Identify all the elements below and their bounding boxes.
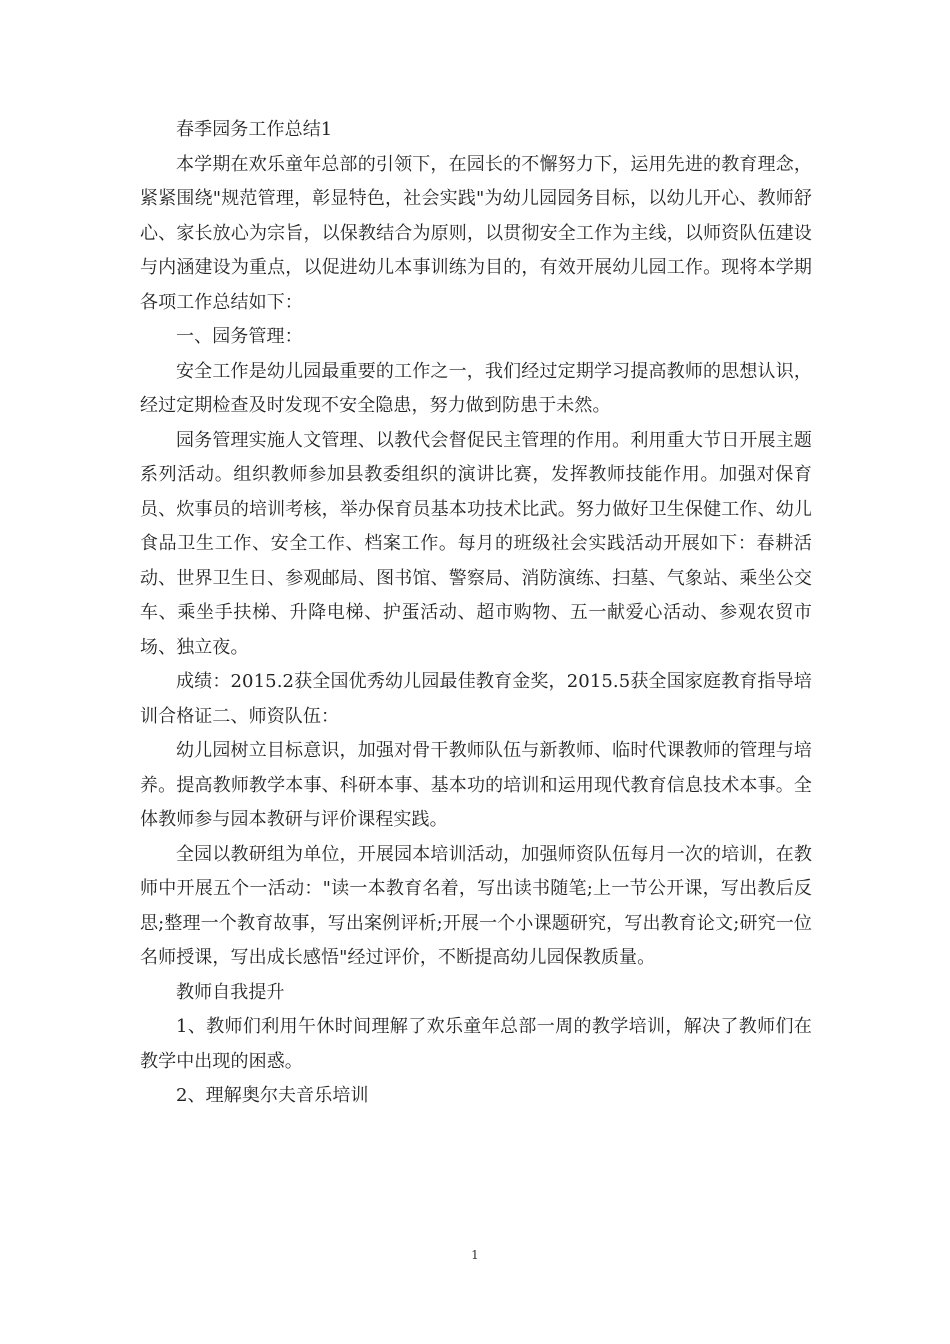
list-item-2: 2、理解奥尔夫音乐培训 [176,1085,369,1106]
intro-paragraph: 本学期在欢乐童年总部的引领下，在园长的不懈努力下，运用先进的教育理念，紧紧围绕"规范管理，彰显特色，社会实践"为幼儿园园务目标，以幼儿开心、教师舒心、家长放心为宗旨，以保教结合为原则，以贯彻安全工作为主线，以师资队伍建设与内涵建设为重点，以促进幼儿本事训练为目的，有效开展幼儿园工作。现将本学期各项工作总结如下： [140,153,812,313]
page-number: 1 [471,1248,479,1262]
list-item-1: 1、教师们利用午休时间理解了欢乐童年总部一周的教学培训，解决了教师们在教学中出现的困惑。 [140,1016,812,1072]
document-body [140,113,812,1114]
subheading-teacher-improvement: 教师自我提升 [176,981,285,1003]
safety-paragraph: 安全工作是幼儿园最重要的工作之一，我们经过定期学习提高教师的思想认识，经过定期检查及时发现不安全隐患，努力做到防患于未然。 [140,360,812,416]
section-heading-garden-management: 一、园务管理： [176,326,303,347]
section-title: 春季园务工作总结1 [176,119,333,140]
management-paragraph: 园务管理实施人文管理、以教代会督促民主管理的作用。利用重大节日开展主题系列活动。组织教师参加县教委组织的演讲比赛，发挥教师技能作用。加强对保育员、炊事员的培训考核，举办保育员基本功技术比武。努力做好卫生保健工作、幼儿食品卫生工作、安全工作、档案工作。每月的班级社会实践活动开展如下：春耕活动、世界卫生日、参观邮局、图书馆、警察局、消防演练、扫墓、气象站、乘坐公交车、乘坐手扶梯、升降电梯、护蛋活动、超市购物、五一献爱心活动、参观农贸市场、独立夜。 [140,429,812,658]
staff-paragraph: 幼儿园树立目标意识，加强对骨干教师队伍与新教师、临时代课教师的管理与培养。提高教师教学本事、科研本事、基本功的培训和运用现代教育信息技术本事。全体教师参与园本教研与评价课程实践。 [140,740,812,830]
achievements-paragraph: 成绩：2015.2获全国优秀幼儿园最佳教育金奖，2015.5获全国家庭教育指导培训合格证二、师资队伍： [140,671,812,727]
training-paragraph: 全园以教研组为单位，开展园本培训活动，加强师资队伍每月一次的培训，在教师中开展五个一活动："读一本教育名着，写出读书随笔;上一节公开课，写出教后反思;整理一个教育故事，写出案例评析;开展一个小课题研究，写出教育论文;研究一位名师授课，写出成长感悟"经过评价，不断提高幼儿园保教质量。 [140,843,812,968]
